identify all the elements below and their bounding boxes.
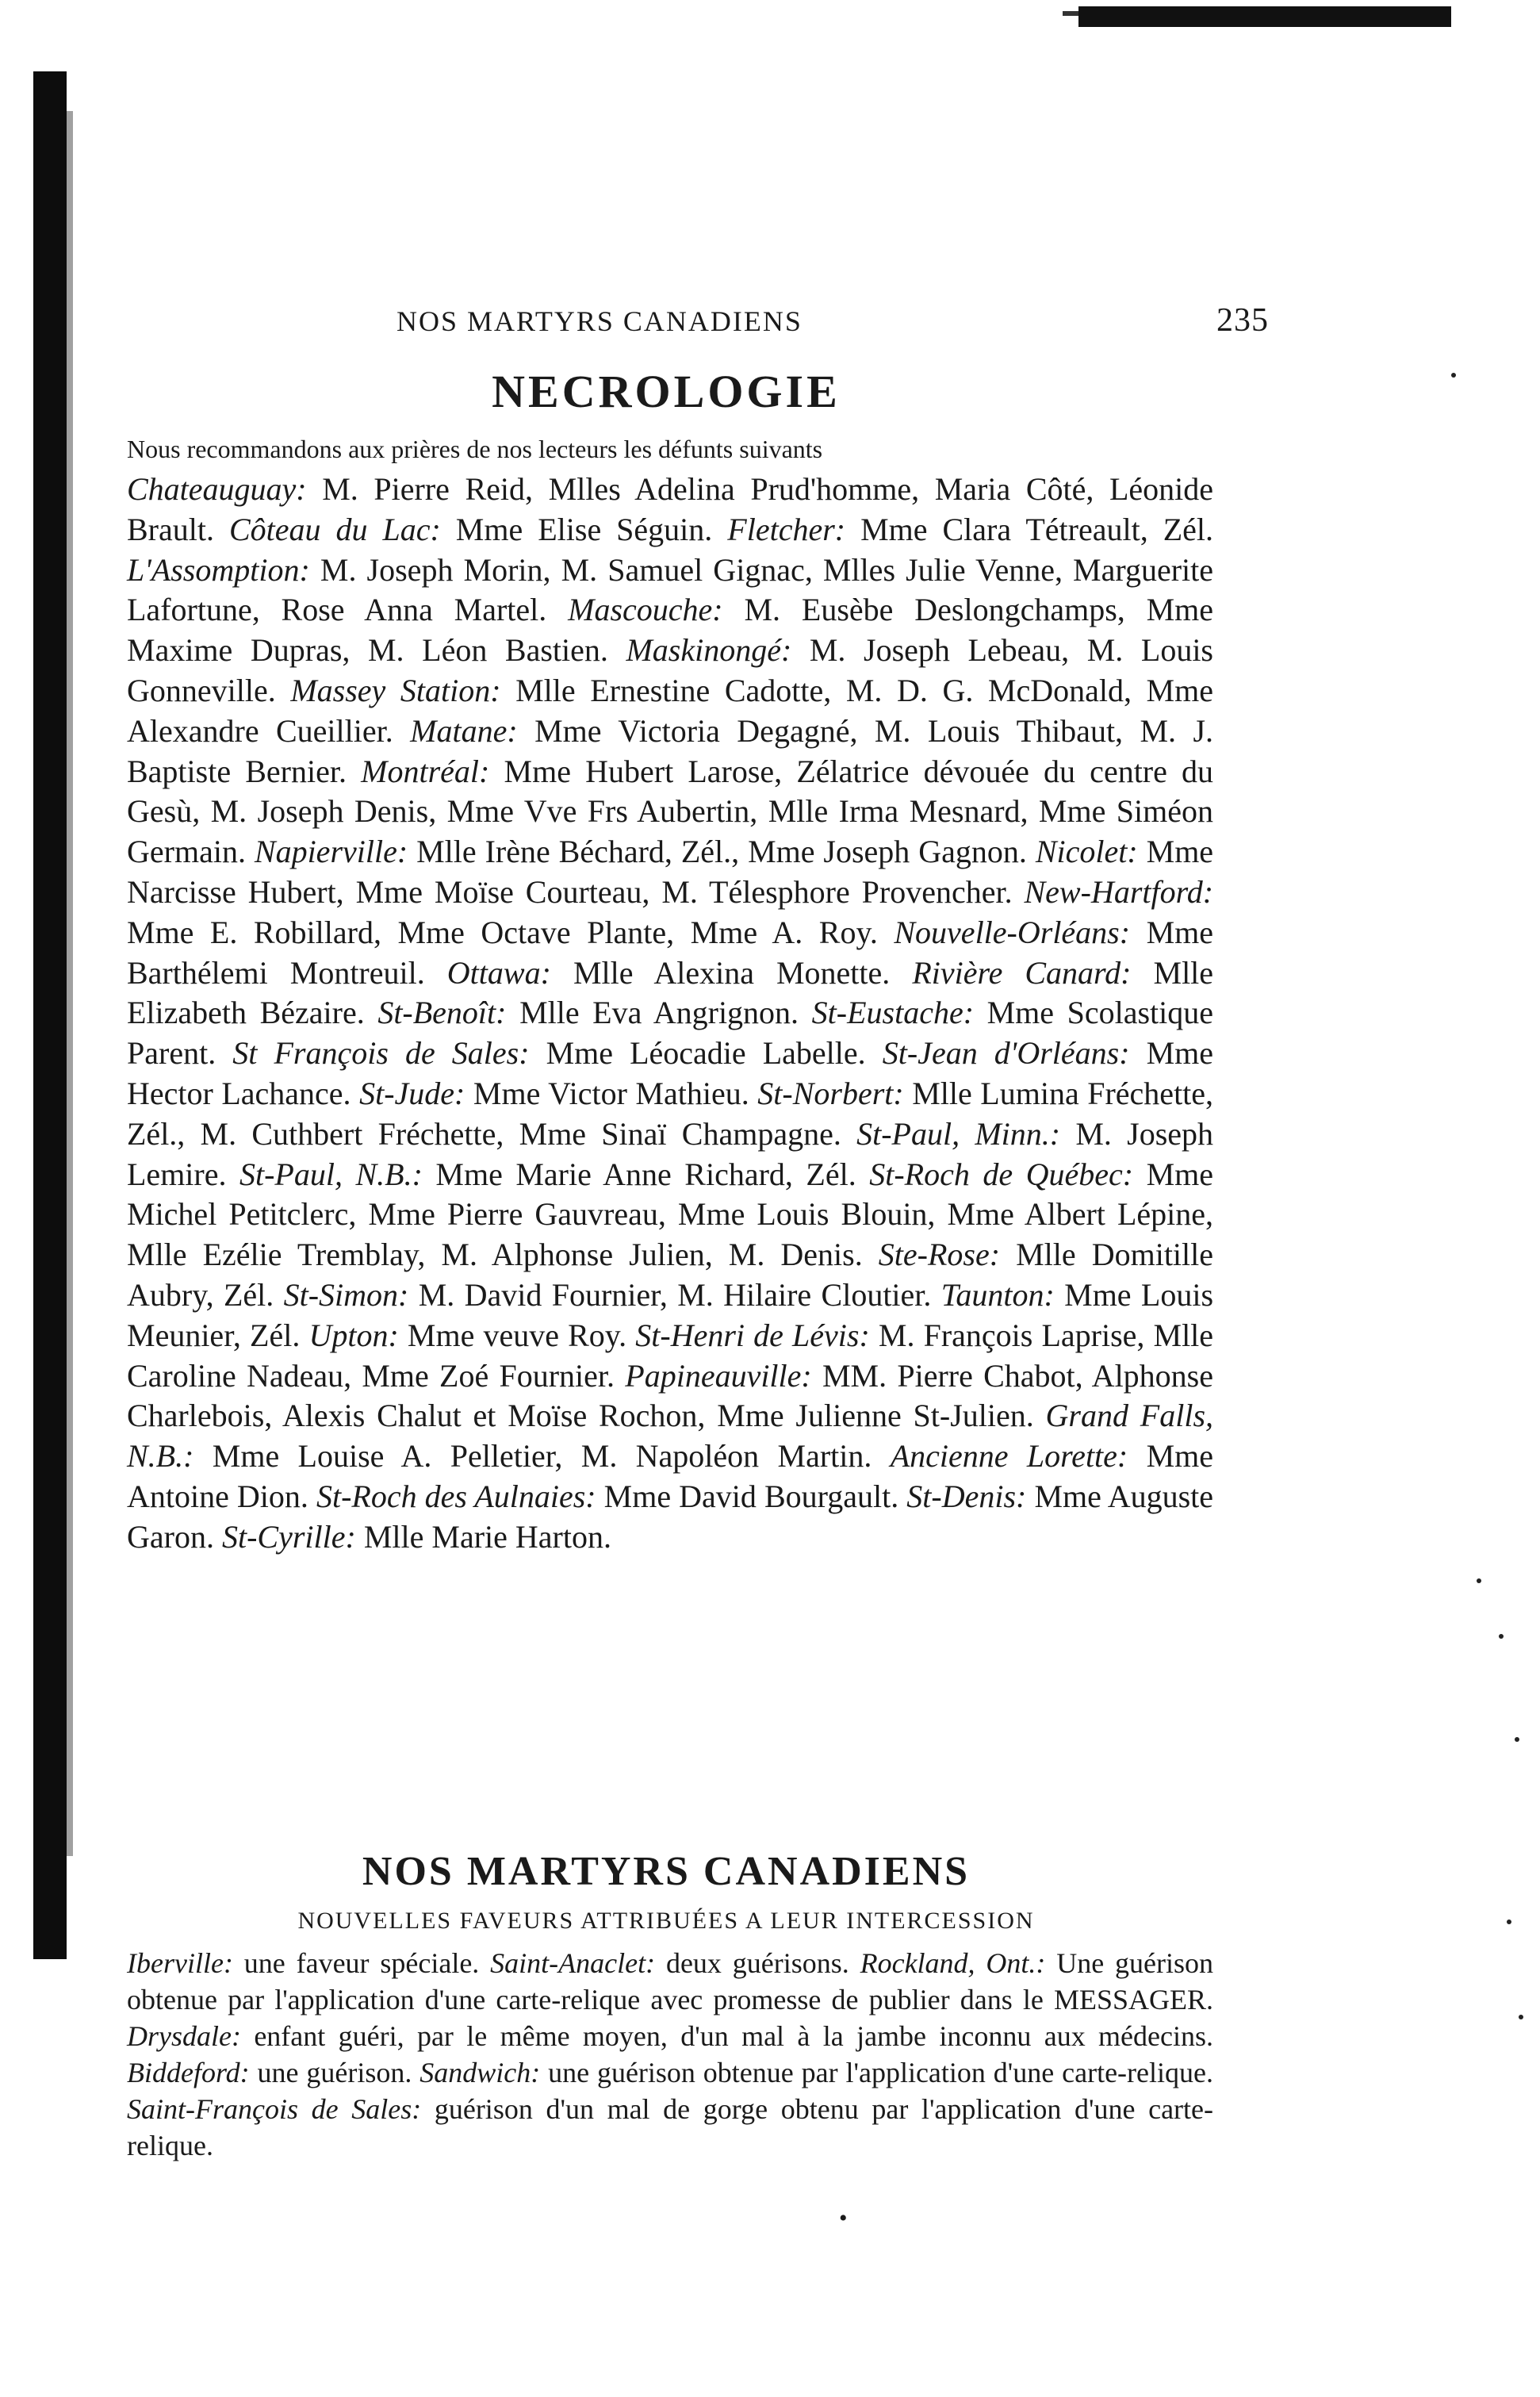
place-name: Montréal:: [361, 753, 490, 789]
place-name: New-Hartford:: [1024, 873, 1214, 910]
entry-text: Mme Auguste Garon.: [127, 1478, 1214, 1555]
place-name: Massey Station:: [290, 672, 501, 708]
entry-text: M. Joseph Lebeau, M. Louis Gonneville.: [127, 632, 1213, 708]
place-name: Papineauville:: [625, 1357, 812, 1394]
place-name: St-Denis:: [906, 1478, 1027, 1514]
entry-text: MM. Pierre Chabot, Alphonse Charlebois, Alexis Chalut et Moïse Rochon, Mme Julienne St-Julien.: [127, 1357, 1214, 1434]
necrologie-title: NECROLOGIE: [492, 366, 841, 417]
entry-text: Mlle Ernestine Cadotte, M. D. G. McDonald, Mme Alexandre Cueillier.: [127, 672, 1213, 749]
place-name: Fletcher:: [727, 511, 846, 547]
entry-text: Mme E. Robillard, Mme Octave Plante, Mme A. Roy.: [127, 914, 878, 950]
entry-text: Mme Antoine Dion.: [127, 1438, 1214, 1514]
place-name: Napierville:: [254, 834, 408, 870]
place-name: St-Henri de Lévis:: [635, 1317, 870, 1353]
place-name: St-Benoît:: [377, 995, 507, 1031]
entry-text: Mme Léocadie Labelle.: [546, 1035, 866, 1072]
place-name: Ste-Rose:: [878, 1237, 1001, 1273]
entry-text: M. Joseph Morin, M. Samuel Gignac, Mlles Julie Venne, Marguerite Lafortune, Rose Anna Martel.: [127, 551, 1214, 628]
place-name: L'Assomption:: [127, 551, 310, 588]
place-name: Ottawa:: [446, 954, 551, 991]
entry-text: guérison d'un mal de gorge obtenu par l'application d'une carte-relique.: [127, 2093, 1214, 2161]
entry-text: Mme Clara Tétreault, Zél.: [860, 511, 1214, 547]
scan-mark: [1078, 6, 1451, 27]
favors-subtitle: NOUVELLES FAVEURS ATTRIBUÉES A LEUR INTERCESSION: [297, 1908, 1035, 1934]
scan-speck: [1515, 1737, 1519, 1742]
place-name: Rivière Canard:: [912, 954, 1132, 991]
place-name: Grand Falls, N.B.:: [127, 1398, 1214, 1475]
necrologie-intro: Nous recommandons aux prières de nos lecteurs les défunts suivants: [127, 435, 823, 463]
entry-text: M. Joseph Lemire.: [127, 1115, 1214, 1192]
entry-text: deux guérisons.: [665, 1947, 849, 1979]
scan-speck: [1451, 373, 1456, 378]
place-name: St François de Sales:: [232, 1035, 530, 1072]
place-name: Chateauguay:: [127, 471, 307, 507]
entry-text: Mme Hubert Larose, Zélatrice dévouée du centre du Gesù, M. Joseph Denis, Mme Vve Frs Aubertin, Mlle Irma Mesnard, Mme Siméon Germain.: [127, 753, 1214, 870]
entry-text: Mme veuve Roy.: [407, 1317, 627, 1353]
scan-speck: [1507, 1920, 1511, 1924]
entry-text: Mlle Domitille Aubry, Zél.: [127, 1237, 1214, 1313]
entry-text: M. Pierre Reid, Mlles Adelina Prud'homme, Maria Côté, Léonide Brault.: [127, 471, 1214, 547]
entry-text: M. Eusèbe Deslongchamps, Mme Maxime Dupras, M. Léon Bastien.: [127, 592, 1214, 669]
entry-text: M. David Fournier, M. Hilaire Cloutier.: [418, 1276, 932, 1313]
place-name: St-Eustache:: [811, 995, 975, 1031]
entry-text: Mme Louis Meunier, Zél.: [127, 1276, 1214, 1353]
entry-text: Mme Elise Séguin.: [455, 511, 713, 547]
scan-speck: [1499, 1634, 1504, 1639]
necrologie-list: [127, 470, 1213, 1558]
place-name: St-Roch des Aulnaies:: [316, 1478, 596, 1514]
entry-text: M. François Laprise, Mlle Caroline Nadeau, Mme Zoé Fournier.: [127, 1317, 1214, 1394]
place-name: Rockland, Ont.:: [860, 1947, 1046, 1979]
place-name: St-Paul, N.B.:: [239, 1156, 423, 1192]
entry-text: Mlle Eva Angrignon.: [519, 995, 799, 1031]
entry-text: Mme Louise A. Pelletier, M. Napoléon Martin.: [212, 1438, 872, 1475]
binding-shadow-edge: [67, 111, 73, 1856]
place-name: Matane:: [410, 712, 518, 749]
place-name: Iberville:: [127, 1947, 233, 1979]
entry-text: Mlle Marie Harton.: [363, 1518, 611, 1555]
place-name: St-Cyrille:: [221, 1518, 356, 1555]
entry-text: Mme Michel Petitclerc, Mme Pierre Gauvreau, Mme Louis Blouin, Mme Albert Lépine, Mlle Ezélie Tremblay, M. Alphonse Julien, M. Denis.: [127, 1156, 1213, 1273]
place-name: Mascouche:: [568, 592, 723, 628]
entry-text: Mme Scolastique Parent.: [127, 995, 1214, 1072]
scan-speck: [1477, 1578, 1481, 1583]
place-name: Upton:: [308, 1317, 399, 1353]
running-head: [396, 301, 1269, 339]
entry-text: Mlle Lumina Fréchette, Zél., M. Cuthbert Fréchette, Mme Sinaï Champagne.: [127, 1075, 1214, 1152]
entry-text: Mme Victor Mathieu.: [473, 1075, 749, 1111]
place-name: Saint-Anaclet:: [490, 1947, 656, 1979]
place-name: St-Roch de Québec:: [869, 1156, 1134, 1192]
place-name: Maskinongé:: [626, 632, 792, 669]
favors-title: NOS MARTYRS CANADIENS: [362, 1849, 971, 1894]
entry-text: enfant guéri, par le même moyen, d'un mal à la jambe inconnu aux médecins.: [254, 2020, 1213, 2052]
place-name: Taunton:: [940, 1276, 1055, 1313]
place-name: Ancienne Lorette:: [890, 1438, 1128, 1475]
place-name: Biddeford:: [127, 2057, 250, 2088]
entry-text: une guérison.: [257, 2057, 412, 2088]
place-name: Saint-François de Sales:: [127, 2093, 422, 2125]
entry-text: une guérison obtenue par l'application d'une carte-relique.: [548, 2057, 1213, 2088]
entry-text: Mme David Bourgault.: [603, 1478, 899, 1514]
place-name: Côteau du Lac:: [228, 511, 441, 547]
place-name: Nouvelle-Orléans:: [894, 914, 1131, 950]
place-name: St-Jude:: [359, 1075, 465, 1111]
running-head-title: NOS MARTYRS CANADIENS: [396, 305, 803, 337]
favors-list: [127, 1945, 1213, 2164]
entry-text: Une guérison obtenue par l'application d'une carte-relique avec promesse de publier dans le MESSAGER.: [127, 1947, 1214, 2015]
entry-text: une faveur spéciale.: [243, 1947, 480, 1979]
entry-text: Mme Barthélemi Montreuil.: [127, 914, 1214, 991]
place-name: Sandwich:: [419, 2057, 541, 2088]
place-name: St-Paul, Minn.:: [856, 1115, 1061, 1152]
place-name: St-Jean d'Orléans:: [882, 1035, 1130, 1072]
place-name: Nicolet:: [1035, 834, 1138, 870]
place-name: Drysdale:: [127, 2020, 241, 2052]
end-mark: •: [839, 2205, 848, 2231]
entry-text: Mlle Irène Béchard, Zél., Mme Joseph Gagnon.: [416, 834, 1027, 870]
binding-shadow: [33, 71, 67, 1959]
entry-text: Mme Victoria Degagné, M. Louis Thibaut, M. J. Baptiste Bernier.: [127, 712, 1214, 789]
entry-text: Mme Narcisse Hubert, Mme Moïse Courteau, M. Télesphore Provencher.: [127, 834, 1214, 910]
page-number: 235: [1216, 302, 1269, 339]
place-name: St-Norbert:: [757, 1075, 904, 1111]
scan-speck: [1519, 2015, 1523, 2019]
place-name: St-Simon:: [283, 1276, 409, 1313]
entry-text: Mme Hector Lachance.: [127, 1035, 1214, 1111]
entry-text: Mme Marie Anne Richard, Zél.: [435, 1156, 856, 1192]
entry-text: Mlle Alexina Monette.: [573, 954, 891, 991]
entry-text: Mlle Elizabeth Bézaire.: [127, 954, 1214, 1031]
